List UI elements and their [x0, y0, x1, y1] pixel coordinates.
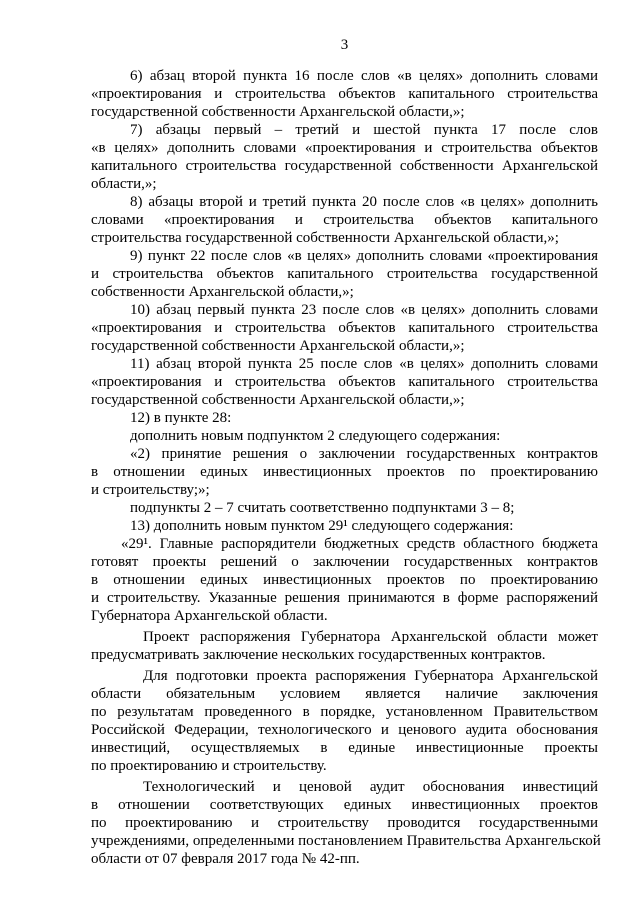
text-line: области от 07 февраля 2017 года № 42-пп.	[91, 851, 360, 867]
text-line: государственной собственности Архангельской области,»;	[91, 104, 465, 120]
text-line: подпункты 2 – 7 считать соответственно подпунктами 3 – 8;	[130, 500, 515, 516]
text-line: и строительству. Указанные решения принимаются в форме распоряжений	[91, 590, 598, 606]
text-line: государственной собственности Архангельской области,»;	[91, 392, 465, 408]
text-line: «проектирования и строительства объектов капитального строительства	[91, 374, 598, 390]
text-line: 9) пункт 22 после слов «в целях» дополнить словами «проектирования	[130, 248, 598, 264]
amendment-item-6	[91, 67, 598, 121]
text-line: Проект распоряжения Губернатора Архангельской области может	[143, 629, 598, 645]
text-line: капитального строительства государственной собственности Архангельской	[91, 158, 598, 174]
document-body	[91, 67, 601, 868]
text-line: Технологический и ценовой аудит обоснования инвестиций	[143, 779, 598, 795]
text-line: и строительству;»;	[91, 482, 210, 498]
text-line: «в целях» дополнить словами «проектирования и строительства объектов	[91, 140, 598, 156]
text-line: 13) дополнить новым пунктом 29¹ следующего содержания:	[130, 518, 514, 534]
sub-instruction-add-subitem	[91, 427, 598, 445]
text-line: по проектированию и строительству проводится государственными	[91, 815, 598, 831]
text-line: 12) в пункте 28:	[130, 410, 232, 426]
text-line: «2) принятие решения о заключении государственных контрактов	[130, 446, 598, 462]
text-line: в отношении единых инвестиционных проектов по проектированию	[91, 572, 598, 588]
text-line: и строительства объектов капитального строительства государственной	[91, 266, 598, 282]
text-line: готовят проекты решений о заключении государственных контрактов	[91, 554, 598, 570]
paragraph-audit	[91, 778, 601, 868]
text-line: в отношении соответствующих единых инвестиционных проектов	[91, 797, 598, 813]
text-line: по результатам проведенного в порядке, установленном Правительством	[91, 704, 598, 720]
text-line: в отношении единых инвестиционных проектов по проектированию	[91, 464, 598, 480]
paragraph-draft-order	[91, 628, 598, 664]
text-line: словами «проектирования и строительства объектов капитального	[91, 212, 598, 228]
text-line: государственной собственности Архангельской области,»;	[91, 338, 465, 354]
amendment-item-9	[91, 247, 598, 301]
amendment-item-8	[91, 193, 598, 247]
text-line: Российской Федерации, технологического и ценового аудита обоснования	[91, 722, 598, 738]
quoted-subitem-2	[91, 445, 598, 499]
text-line: 6) абзац второй пункта 16 после слов «в целях» дополнить словами	[130, 68, 598, 84]
amendment-item-10	[91, 301, 598, 355]
text-line: «проектирования и строительства объектов капитального строительства	[91, 86, 598, 102]
text-line: 8) абзацы второй и третий пункта 20 после слов «в целях» дополнить	[130, 194, 598, 210]
text-line: строительства государственной собственности Архангельской области,»;	[91, 230, 559, 246]
amendment-item-7	[91, 121, 598, 193]
text-line: «29¹. Главные распорядители бюджетных средств областного бюджета	[121, 536, 598, 552]
text-line: собственности Архангельской области,»;	[91, 284, 354, 300]
text-line: 11) абзац второй пункта 25 после слов «в целях» дополнить словами	[130, 356, 598, 372]
text-line: учреждениями, определенными постановлением Правительства Архангельской	[91, 833, 601, 849]
text-line: инвестиций, осуществляемых в единые инвестиционные проекты	[91, 740, 598, 756]
amendment-item-12	[91, 409, 598, 427]
amendment-item-11	[91, 355, 598, 409]
text-line: дополнить новым подпунктом 2 следующего содержания:	[130, 428, 501, 444]
amendment-item-13	[91, 517, 598, 535]
text-line: предусматривать заключение нескольких государственных контрактов.	[91, 647, 546, 663]
paragraph-preparation-condition	[91, 667, 598, 775]
text-line: 10) абзац первый пункта 23 после слов «в целях» дополнить словами	[130, 302, 598, 318]
text-line: области,»;	[91, 176, 157, 192]
text-line: области обязательным условием является наличие заключения	[91, 686, 598, 702]
text-line: 7) абзацы первый – третий и шестой пункта 17 после слов	[130, 122, 598, 138]
quoted-point-29-1	[91, 535, 598, 625]
sub-instruction-renumber	[91, 499, 598, 517]
page-number: 3	[340, 37, 349, 53]
text-line: по проектированию и строительству.	[91, 758, 327, 774]
text-line: Для подготовки проекта распоряжения Губернатора Архангельской	[143, 668, 598, 684]
text-line: «проектирования и строительства объектов капитального строительства	[91, 320, 598, 336]
text-line: Губернатора Архангельской области.	[91, 608, 328, 624]
